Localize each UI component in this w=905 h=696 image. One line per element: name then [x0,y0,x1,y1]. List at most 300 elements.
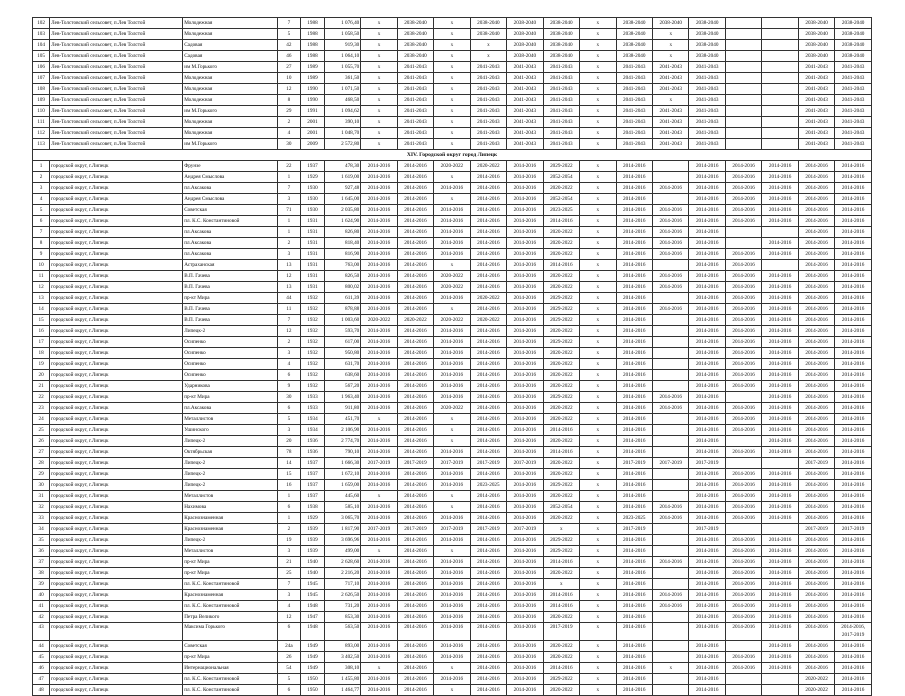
table-cell: 2041-2043 [507,139,543,150]
table-cell: 2020-2022 [543,282,579,293]
table-cell: 2014-2016 [361,469,397,480]
table-cell: 2014-2016 [689,685,725,696]
table-cell: Липецк-2 [183,436,277,447]
table-cell: 2014-2016 [470,685,506,696]
table-cell: х [434,40,470,51]
table-cell: 2014-2016 [616,282,652,293]
table-cell: 2014-2016 [507,652,543,663]
table-cell: 24а [277,641,301,652]
table-cell: х [580,249,616,260]
table-cell: 43 [33,623,50,641]
table-cell: 2014-2016 [361,436,397,447]
table-cell: х [361,491,397,502]
table-cell: Осипенко [183,359,277,370]
table-cell: 3 696,96 [324,535,360,546]
table-cell: 2014-2016 [762,392,798,403]
table-cell: 2014-2016 [835,652,872,663]
table-cell: 48 [33,685,50,696]
table-cell: 2014-2016 [434,216,470,227]
table-cell: 2020-2022 [543,469,579,480]
table-cell [762,524,798,535]
table-cell [762,685,798,696]
table-cell: 2014-2016 [725,381,761,392]
table-cell: 2 [33,172,50,183]
table-cell: 2014-2016 [397,260,433,271]
table-cell: 2014-2016 [507,469,543,480]
table-cell: 1932 [301,315,325,326]
table-cell: х [434,62,470,73]
table-cell: 2014-2016 [798,623,834,641]
table-cell: х [580,414,616,425]
table-cell [653,425,689,436]
table-cell: 2017-2019 [470,458,506,469]
table-cell: Липецк-2 [183,458,277,469]
table-cell: 2041-2043 [397,73,433,84]
table-cell: 1948 [301,623,325,641]
table-cell: 2041-2043 [689,128,725,139]
table-cell: х [653,95,689,106]
table-cell: 2014-2016 [616,612,652,623]
table-cell: 2014-2016 [507,502,543,513]
table-cell: 2014-2016 [361,326,397,337]
table-cell: 2014-2016 [835,513,872,524]
table-row [33,40,872,51]
table-cell [653,652,689,663]
table-cell: 2014-2016 [470,205,506,216]
table-cell: х [580,205,616,216]
table-cell [725,18,761,29]
table-cell: 2014-2016 [835,403,872,414]
table-cell [725,685,761,696]
table-cell: х [580,194,616,205]
table-row [33,524,872,535]
table-cell: 2014-2016 [616,238,652,249]
table-cell: 2041-2043 [470,84,506,95]
table-cell: 2014-2016 [725,403,761,414]
table-cell: 2014-2016 [434,326,470,337]
table-cell: 25 [277,568,301,579]
table-cell: 2052-2054 [543,172,579,183]
table-cell: 2014-2016 [361,359,397,370]
table-cell: Советская [183,641,277,652]
table-cell: 2014-2016 [470,612,506,623]
table-cell: 611,39 [324,293,360,304]
table-cell: 1930 [301,205,325,216]
table-cell: 16 [277,480,301,491]
table-cell: 2 626,50 [324,590,360,601]
table-row [33,29,872,40]
table-cell: 2014-2016 [762,293,798,304]
table-cell: пр-кт Мира [183,557,277,568]
table-cell: 2014-2016 [470,227,506,238]
table-cell: 2014-2016 [543,447,579,458]
table-cell: 2014-2016 [689,282,725,293]
table-cell: 2014-2016 [835,685,872,696]
table-cell [762,18,798,29]
table-cell: 2014-2016 [725,326,761,337]
table-cell: 2014-2016 [470,194,506,205]
table-cell: 2014-2016 [361,425,397,436]
table-cell: 4 [277,601,301,612]
table-cell: 2014-2016 [507,546,543,557]
table-cell: 2041-2043 [835,95,872,106]
table-cell: 10 [277,73,301,84]
table-row [33,18,872,29]
table-cell: 2014-2016 [616,359,652,370]
table-cell: 2020-2022 [543,685,579,696]
table-cell [653,161,689,172]
table-cell: 2014-2016 [361,447,397,458]
table-cell: 2014-2016 [434,652,470,663]
table-cell: 2041-2043 [689,95,725,106]
table-cell: 2014-2016 [434,601,470,612]
table-cell [725,674,761,685]
table-cell: городской округ, г.Липецк [50,557,183,568]
table-cell: 2 572,80 [324,139,360,150]
table-cell [725,84,761,95]
table-cell: 2014-2016 [798,480,834,491]
table-cell: 44 [277,293,301,304]
table-row [33,304,872,315]
table-cell: 2041-2043 [507,128,543,139]
table-cell: 2017-2019 [397,524,433,535]
table-cell: х [653,663,689,674]
table-cell: 2014-2016 [361,685,397,696]
table-row [33,227,872,238]
table-cell: 6 [277,370,301,381]
table-cell: 2014-2016 [616,414,652,425]
table-cell: 1937 [301,458,325,469]
table-cell: 2014-2016 [653,271,689,282]
table-cell: 1938 [301,502,325,513]
table-cell: 2014-2016 [397,535,433,546]
table-cell: 36 [33,546,50,557]
table-cell: 2014-2016 [835,641,872,652]
table-cell: 2014-2016 [470,579,506,590]
table-cell [725,51,761,62]
table-cell: 1931 [301,227,325,238]
table-cell: 17 [33,337,50,348]
table-cell: 2014-2016 [616,172,652,183]
table-cell: Советская [183,205,277,216]
table-cell: 2014-2016 [798,641,834,652]
table-cell: 2014-2016 [507,238,543,249]
table-cell: 14 [33,304,50,315]
table-cell: 2014-2016 [798,238,834,249]
table-cell: 2014-2016 [689,535,725,546]
table-cell [762,139,798,150]
table-cell: 30 [277,392,301,403]
table-cell: пл. К.С. Константиновой [183,685,277,696]
table-cell: 1950 [301,685,325,696]
table-cell: 2014-2016 [798,392,834,403]
table-cell: 2014-2016 [835,447,872,458]
table-cell: Лев-Толстовский сельсовет, п.Лев Толстой [50,51,183,62]
table-body-lipetsk [33,161,872,696]
table-cell: 2014-2016 [397,205,433,216]
table-cell: 2014-2016 [470,381,506,392]
table-cell: 16 [33,326,50,337]
table-cell: 2014-2016 [798,337,834,348]
table-cell: Андрея Смыслова [183,172,277,183]
table-row [33,161,872,172]
table-cell: 585,10 [324,502,360,513]
table-cell: 3 [277,590,301,601]
table-cell [653,348,689,359]
table-cell: 2014-2016 [835,304,872,315]
table-cell: 105 [33,51,50,62]
table-cell: Молодежная [183,95,277,106]
table-row [33,502,872,513]
table-cell: 78 [277,447,301,458]
table-cell: х [580,260,616,271]
table-cell: 2014-2016 [543,260,579,271]
table-cell: 2014-2016 [835,238,872,249]
table-cell: 2014-2016 [470,249,506,260]
table-cell: 1 659,00 [324,480,360,491]
table-cell: Лев-Толстовский сельсовет, п.Лев Толстой [50,40,183,51]
table-cell: х [580,216,616,227]
table-cell: 2014-2016 [798,579,834,590]
table-cell [762,674,798,685]
table-cell: 2014-2016 [835,535,872,546]
table-cell [725,392,761,403]
table-cell: 893,00 [324,641,360,652]
table-cell: 2014-2016 [835,161,872,172]
table-cell: 1 619,00 [324,172,360,183]
table-cell: Осипенко [183,370,277,381]
table-cell: 2038-2040 [835,40,872,51]
table-row [33,282,872,293]
table-cell: 12 [33,282,50,293]
table-cell: 2041-2043 [543,128,579,139]
table-cell: 2014-2016 [507,337,543,348]
table-cell [725,106,761,117]
table-cell: х [580,663,616,674]
table-cell: 2014-2016 [762,535,798,546]
table-cell: 2014-2016 [689,469,725,480]
table-cell: 2014-2016 [470,370,506,381]
table-cell: городской округ, г.Липецк [50,249,183,260]
table-cell: 2041-2043 [470,128,506,139]
table-cell: 2038-2040 [397,18,433,29]
table-cell: 2014-2016 [798,293,834,304]
table-cell: х [470,40,506,51]
table-cell: 2014-2016 [835,546,872,557]
table-cell: 22 [33,392,50,403]
table-cell: 2014-2016 [798,216,834,227]
table-cell: 2014-2016 [835,216,872,227]
table-cell: х [580,183,616,194]
table-cell: х [580,447,616,458]
table-cell: 2014-2016 [762,469,798,480]
table-cell: 2014-2016 [434,641,470,652]
table-cell: 2014-2016 [762,238,798,249]
table-cell: 13 [33,293,50,304]
table-cell: 2041-2043 [835,84,872,95]
table-row [33,172,872,183]
table-cell: 1947 [301,612,325,623]
table-cell: 3 065,70 [324,513,360,524]
table-row [33,663,872,674]
table-cell: 2041-2043 [616,117,652,128]
table-cell: 2041-2043 [798,62,834,73]
table-cell: 2014-2016 [653,205,689,216]
table-cell: городской округ, г.Липецк [50,513,183,524]
table-cell: 2014-2016 [798,663,834,674]
table-row [33,623,872,641]
table-cell: 2014-2016 [616,293,652,304]
table-cell: 2014-2016 [616,652,652,663]
table-cell: х [434,139,470,150]
table-cell: 2041-2043 [507,62,543,73]
table-cell: 2014-2016 [397,392,433,403]
table-cell: 2014-2016 [835,458,872,469]
table-cell: 1990 [301,95,325,106]
table-row [33,601,872,612]
table-cell: 2 [277,238,301,249]
table-cell: 2023-2025 [543,205,579,216]
table-cell: городской округ, г.Липецк [50,568,183,579]
table-cell: 2014-2016 [835,663,872,674]
table-cell: Лев-Толстовский сельсовет, п.Лев Толстой [50,117,183,128]
table-cell: х [580,95,616,106]
table-cell: 2014-2016 [653,601,689,612]
table-cell: 29 [33,469,50,480]
table-row [33,315,872,326]
table-cell: Молодежная [183,73,277,84]
table-cell: х [580,381,616,392]
table-cell [762,84,798,95]
table-cell: городской округ, г.Липецк [50,183,183,194]
table-cell: 2029-2022 [543,535,579,546]
table-cell: 3 [33,183,50,194]
table-cell: 2017-2019 [470,524,506,535]
table-cell: пл.Аксакова [183,249,277,260]
table-cell: 593,70 [324,326,360,337]
table-cell: 2041-2043 [543,139,579,150]
table-cell: 2014-2016 [725,425,761,436]
table-cell: 110 [33,106,50,117]
table-cell: 2014-2016 [653,513,689,524]
table-cell: 1 [33,161,50,172]
table-cell: 826,50 [324,271,360,282]
table-cell: 1988 [301,40,325,51]
table-cell: 2014-2016 [835,601,872,612]
table-cell: х [361,40,397,51]
table-cell: х [580,348,616,359]
table-cell: 1936 [301,436,325,447]
table-cell: 2014-2016 [397,513,433,524]
table-cell: 2041-2043 [397,106,433,117]
table-cell: 46 [33,663,50,674]
table-cell: 2041-2043 [689,62,725,73]
table-cell: 1950 [301,674,325,685]
table-cell [653,641,689,652]
table-cell [762,95,798,106]
table-cell: 2014-2016 [762,337,798,348]
table-cell: х [434,51,470,62]
table-cell: 12 [277,271,301,282]
table-cell: 2052-2054 [543,502,579,513]
table-cell: Лев-Толстовский сельсовет, п.Лев Толстой [50,73,183,84]
table-cell [653,612,689,623]
table-cell: 2014-2016 [798,194,834,205]
table-cell: х [361,106,397,117]
table-cell [725,641,761,652]
table-cell: 2020-2022 [543,381,579,392]
table-cell: 2014-2016 [543,590,579,601]
table-cell: 2014-2016 [653,183,689,194]
table-cell: 2041-2043 [653,62,689,73]
table-cell: 2014-2016 [470,601,506,612]
table-cell: 45 [33,652,50,663]
table-cell: Ушинского [183,425,277,436]
table-cell: 2014-2016 [434,183,470,194]
table-cell: 2014-2016 [835,194,872,205]
table-cell: 2014-2016 [798,304,834,315]
table-cell: 2014-2016 [689,612,725,623]
table-cell: 2014-2016 [616,403,652,414]
table-row [33,271,872,282]
table-cell: 2014-2016 [689,249,725,260]
table-cell: 2014-2016 [434,337,470,348]
table-cell: 2017-2019 [616,524,652,535]
table-cell: 2014-2016 [798,612,834,623]
table-cell [653,260,689,271]
table-row [33,348,872,359]
table-cell: х [580,524,616,535]
table-cell: 2020-2022 [543,414,579,425]
table-cell [762,51,798,62]
table-cell: 1988 [301,51,325,62]
table-cell: 2014-2016 [470,469,506,480]
table-cell: 2041-2043 [616,128,652,139]
table-cell: 2020-2022 [434,161,470,172]
table-cell: им М.Горького [183,106,277,117]
table-cell: 2014-2016 [725,161,761,172]
table-cell: 2014-2016 [653,227,689,238]
table-cell: 2041-2043 [689,84,725,95]
table-cell: 2014-2016 [397,161,433,172]
table-cell: 763,00 [324,260,360,271]
table-cell: 71 [277,205,301,216]
table-cell: х [434,95,470,106]
table-cell: 2014-2016 [616,326,652,337]
table-cell: 1931 [301,282,325,293]
table-cell: 7 [277,18,301,29]
table-cell: им М.Горького [183,62,277,73]
table-cell: 2014-2016 [470,491,506,502]
table-cell [653,568,689,579]
table-cell: 2038-2040 [798,40,834,51]
table-cell: пл. К.С. Константиновой [183,216,277,227]
table-cell: 2014-2016 [689,260,725,271]
table-cell: х [580,84,616,95]
table-cell: 927,48 [324,183,360,194]
table-cell: 2041-2043 [616,84,652,95]
table-cell: 2029-2022 [543,161,579,172]
table-cell: 2014-2016 [835,359,872,370]
table-cell: 2014-2016 [725,293,761,304]
table-cell: 2014-2016 [762,282,798,293]
table-row [33,84,872,95]
table-cell: 2014-2016 [507,205,543,216]
table-cell: 2014-2016 [543,663,579,674]
table-cell: 2041-2043 [653,117,689,128]
table-cell: 2014-2016 [835,557,872,568]
table-row [33,106,872,117]
